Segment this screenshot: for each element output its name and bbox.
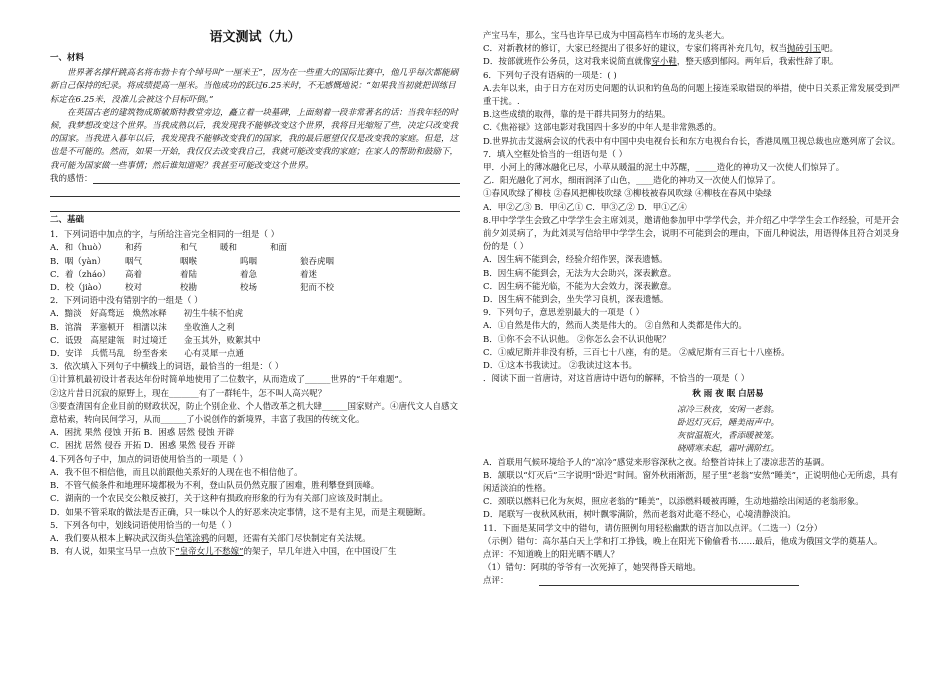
q4-option-a: A．我不但不相信他，而且以前跟他关系好的人现在也不相信他了。 [50,467,303,478]
q2-option-a: A．黯淡 好高骛远 焕然冰释 初生牛犊不怕虎 [50,309,244,320]
question-8: 8.甲中学学生会致乙中学学生会主席刘灵，邀请他参加甲中学学代会，并介绍乙中学学生会工作经验，可是开会前夕刘灵病了，为此刘灵写信给甲中学学生会，说明不可能到会的理由，下面几种说法，用语得体且符合刘灵身份的是（ ） [483,215,900,253]
page-title: 语文测试（九） [209,30,301,45]
q11-wrong-sentence: （1）错句：阿琪的爷爷有一次死掉了，她哭得昏天暗地。 [483,563,701,574]
q10-option-d: D．尾联写一夜秋风秋雨，树叶飘零满阶，然而老翁对此毫不经心，心境清静淡泊。 [483,510,796,521]
divider [50,201,460,212]
q9-option-b: B．①你不会不认识他。 ②你怎么会不认识他呢？ [483,334,671,345]
q11-example: （示例）错句：高尔基白天上学和打工挣钱，晚上在阳光下偷偷看书……最后，他成为俄国文学的奠基人。 [483,536,883,547]
q5-option-b: B．有人说，如果宝马早一点放下“皇帝女儿不愁嫁”的架子，早几年进入中国，在中国设厂生 [50,547,397,558]
question-5: 5．下列各句中，划线词语使用恰当的一句是（ ） [50,520,237,531]
q9-option-d: D．①这本书我读过。 ②我读过这本书。 [483,361,638,372]
q5-option-c: C．对新教材的修订，大家已经提出了很多好的建议，专家们将再补充几句，权当抛砖引玉吧。 [483,44,839,55]
right-column [483,30,903,589]
q10-option-b: B．颔联以“灯灭后”三字说明“卧迟”时间。窗外秋雨淅沥，屋子里“老翁”安然“睡美”，正说明他心无所虑，具有闲适淡泊的性格。 [483,470,899,494]
feeling-row [50,173,460,186]
q2-option-b: B．涫湍 茅塞顿开 相濡以沫 坐收渔人之利 [50,322,235,333]
q1-option-c: C．着（zháo） 高着 着陆 着急 着迷 [50,269,318,280]
q2-option-c: C．诋毁 高屋建瓴 时过境迁 金玉其外，败絮其中 [50,335,261,346]
q5-option-a: A．我们要从根本上解决武汉街头信笔涂鸦的问题，还需有关部门尽快制定有关法规。 [50,533,371,544]
q4-option-b: B．不管气候条件和地理环境都极为不利，登山队员仍然克服了困难，胜利攀登到顶峰。 [50,481,380,492]
q9-option-a: A．①自然是伟大的，然而人类是伟大的。 ②自然和人类都是伟大的。 [483,321,747,332]
poem-line-4: 晓晴寒未起，霜叶满阶红。 [676,444,779,455]
q7-sentence-a: 甲．小河上的薄冰融化已尽，小草从暖温的泥土中苏醒，_____造化的神功又一次使人们惊异了。 [483,163,845,174]
poem-line-2: 卧迟灯灭后，睡美雨声中。 [676,417,779,428]
q11-example-comment: 点评：不知道晚上的阳光晒不晒人？ [483,549,620,560]
left-column [50,30,460,559]
question-3: 3．依次填入下列句子中横线上的词语，最恰当的一组是：（ ） [50,362,284,373]
q5-option-d: D．按部就班作公务员，这对我来说简直就像穿小鞋，整天感到郁闷。两年后，我索性辞了职。 [483,57,839,68]
q6-option-b: B.这些成绩的取得，靠的是干群共同努力的结果。 [483,110,671,121]
poem-line-3: 灰宿温瓶火，香添暖被笼。 [676,431,779,442]
q4-option-d: D．如果不管采取的做法是否正确，只一味以个人的好恶来决定事情，这不是有主见，而是主观臆断。 [50,507,431,518]
q3-sentence-1: ①计算机最初设计者表达年份时简单地使用了二位数字，从而造成了______世界的“千年难题”。 [50,375,408,386]
section-heading-material: 一、材料 [50,53,85,63]
section-heading-basics: 二、基础 [50,215,85,226]
q7-choices: ①春风吹绿了柳枝 ②春风把柳枝吹绿 ③柳枝被春风吹绿 ④柳枝在春风中染绿 [483,189,772,200]
material-paragraph-1: 世界著名撑杆跳高名将布勃卡有个绰号叫“一厘米王”，因为在一些重大的国际比赛中，他几乎每次都能刷新自己保持的纪录。将成绩提高一厘米。当他成功的跃过6.25米时，不无感慨地说：“如果我当初就把训练目标定在6.25米，没准儿会被这个目标吓倒。” [50,68,459,105]
question-2: 2．下列词语中没有错别字的一组是（ ） [50,296,203,307]
q5-option-b-cont: 产宝马车，那么，宝马也许早已成为中国高档车市场的龙头老大。 [483,31,730,41]
poem-line-1: 凉冷三秋夜，安闲一老翁。 [676,404,779,415]
question-11: 11．下面是某同学文中的错句，请仿照例句用轻松幽默的语言加以点评。（二选一）（2分） [483,523,823,534]
q1-option-b: B．咽（yàn） 咽气 咽喉 呜咽 狼吞虎咽 [50,256,335,267]
q10-option-c: C．颈联以燃料已化为灰烬，照应老翁的“睡美”，以添燃料暖被再睡，生动地描绘出闲适的老翁形象。 [483,497,864,508]
question-9: 9．下列句子，意思差别最大的一项是（ ） [483,308,645,319]
question-10: ．阅读下面一首唐诗，对这首唐诗中语句的解释，不恰当的一项是（ ） [483,374,750,385]
material-paragraph-2: 在英国古老的建筑物成斯敏斯特教堂旁边，矗立着一块墓碑，上面刻着一段非常著名的话：当我年轻的时候，我梦想改变这个世界。当我成熟以后，我发现我不能够改变这个世界，我将目光缩短了些，决定只改变我的国家。当我进入暮年以后，我发现我不能够改变我们的国家，我的最后愿望仅仅是改变我的家庭。但是，这也是不可能的。然而，如果一开始，我仅仅去改变我自己，我就可能改变我的家庭；在家人的帮助和鼓励下，我可能为国家做一些事情；然后谁知道呢？我甚至可能改变这个世界。 [50,107,459,171]
q8-option-b: B．因生病不能到会，无法为大会助兴，深表歉意。 [483,268,677,279]
q6-option-d: D.世界抗击艾滋病会议的代表中有中国中央电视台长和东方电视台台长，香港凤凰卫视总裁也应邀列席了会议。 [483,136,901,147]
q7-options: A．甲②乙③ B．甲④乙① C．甲③乙② D．甲①乙④ [483,202,687,213]
poem-title: 秋 雨 夜 眠 白居易 [692,389,764,400]
q9-option-c: C．①威尼斯并非没有桥，三百七十八座，有的是。 ②威尼斯有三百七十八座桥。 [483,347,790,358]
q3-sentence-3: ③要查清国有企业目前的财政状况，防止个别企业、个人借改革之机大肆______国家财产。④唐代文人自感文意枯索，转向民间学习，从而______了小说创作的新境界，丰富了我国的传统文化。 [50,401,459,426]
q7-sentence-b: 乙．阳光融化了河水，细雨润泽了山色，____造化的神功又一次使人们惊异了。 [483,176,781,187]
q8-option-c: C．因生病不能光临，不能为大会效力，深表歉意。 [483,281,677,292]
q8-option-d: D．因生病不能到会，坐失学习良机，深表遗憾。 [483,295,669,306]
feeling-label: 我的感悟： [50,173,93,184]
q11-answer-line[interactable] [539,575,799,586]
q11-answer-row [483,575,903,588]
question-1: 1．下列词语中加点的字，与所给注音完全相同的一组是（ ） [50,230,280,241]
question-4: 4.下列各句子中，加点的词语使用恰当的一项是（ ） [50,454,248,465]
q3-options-cd: C．困扰 居然 侵吞 开拓 D．困惑 果然 侵吞 开辟 [50,441,236,452]
q6-option-a: A.去年以来，由于日方在对历史问题的认识和钓鱼岛的问题上接连采取错误的举措，使中日关系正常发展受到严重干扰。. [483,83,900,108]
q4-option-c: C．湖南的一个农民交公粮反被打，关于这种有损政府形象的行为有关部门应该及时制止。 [50,494,389,505]
question-6: 6．下列句子没有语病的一项是：( ) [483,70,617,81]
q1-option-d: D．校（jiào） 校对 校勘 校场 犯而不校 [50,283,335,294]
feeling-answer-line-2[interactable] [50,186,460,197]
q3-sentence-2: ②这片昔日沉寂的原野上，现在_______有了一群牦牛，怎不叫人高兴呢？ [50,388,327,399]
q3-options-ab: A．困扰 果然 侵蚀 开拓 B．困惑 居然 侵蚀 开辟 [50,428,235,439]
q1-option-a: A．和（huò） 和药 和气 暖和 和面 [50,243,288,254]
q8-option-a: A．因生病不能到会，经验介绍作罢，深表遗憾。 [483,255,668,266]
q6-option-c: C.《焦裕禄》这部电影对我国四十多岁的中年人是非常熟悉的。 [483,123,722,134]
feeling-answer-line[interactable] [93,173,460,184]
q10-option-a: A．首联用气候环境给予人的“凉冷”感觉来形容深秋之夜。给整首诗抹上了凄凉悲苦的基调。 [483,457,830,468]
q2-option-d: D．安详 兵慌马乱 纷至沓来 心有灵犀一点通 [50,349,244,360]
q11-answer-label: 点评： [483,576,509,587]
question-7: 7．填入空框处恰当的一组语句是（ ） [483,149,628,160]
